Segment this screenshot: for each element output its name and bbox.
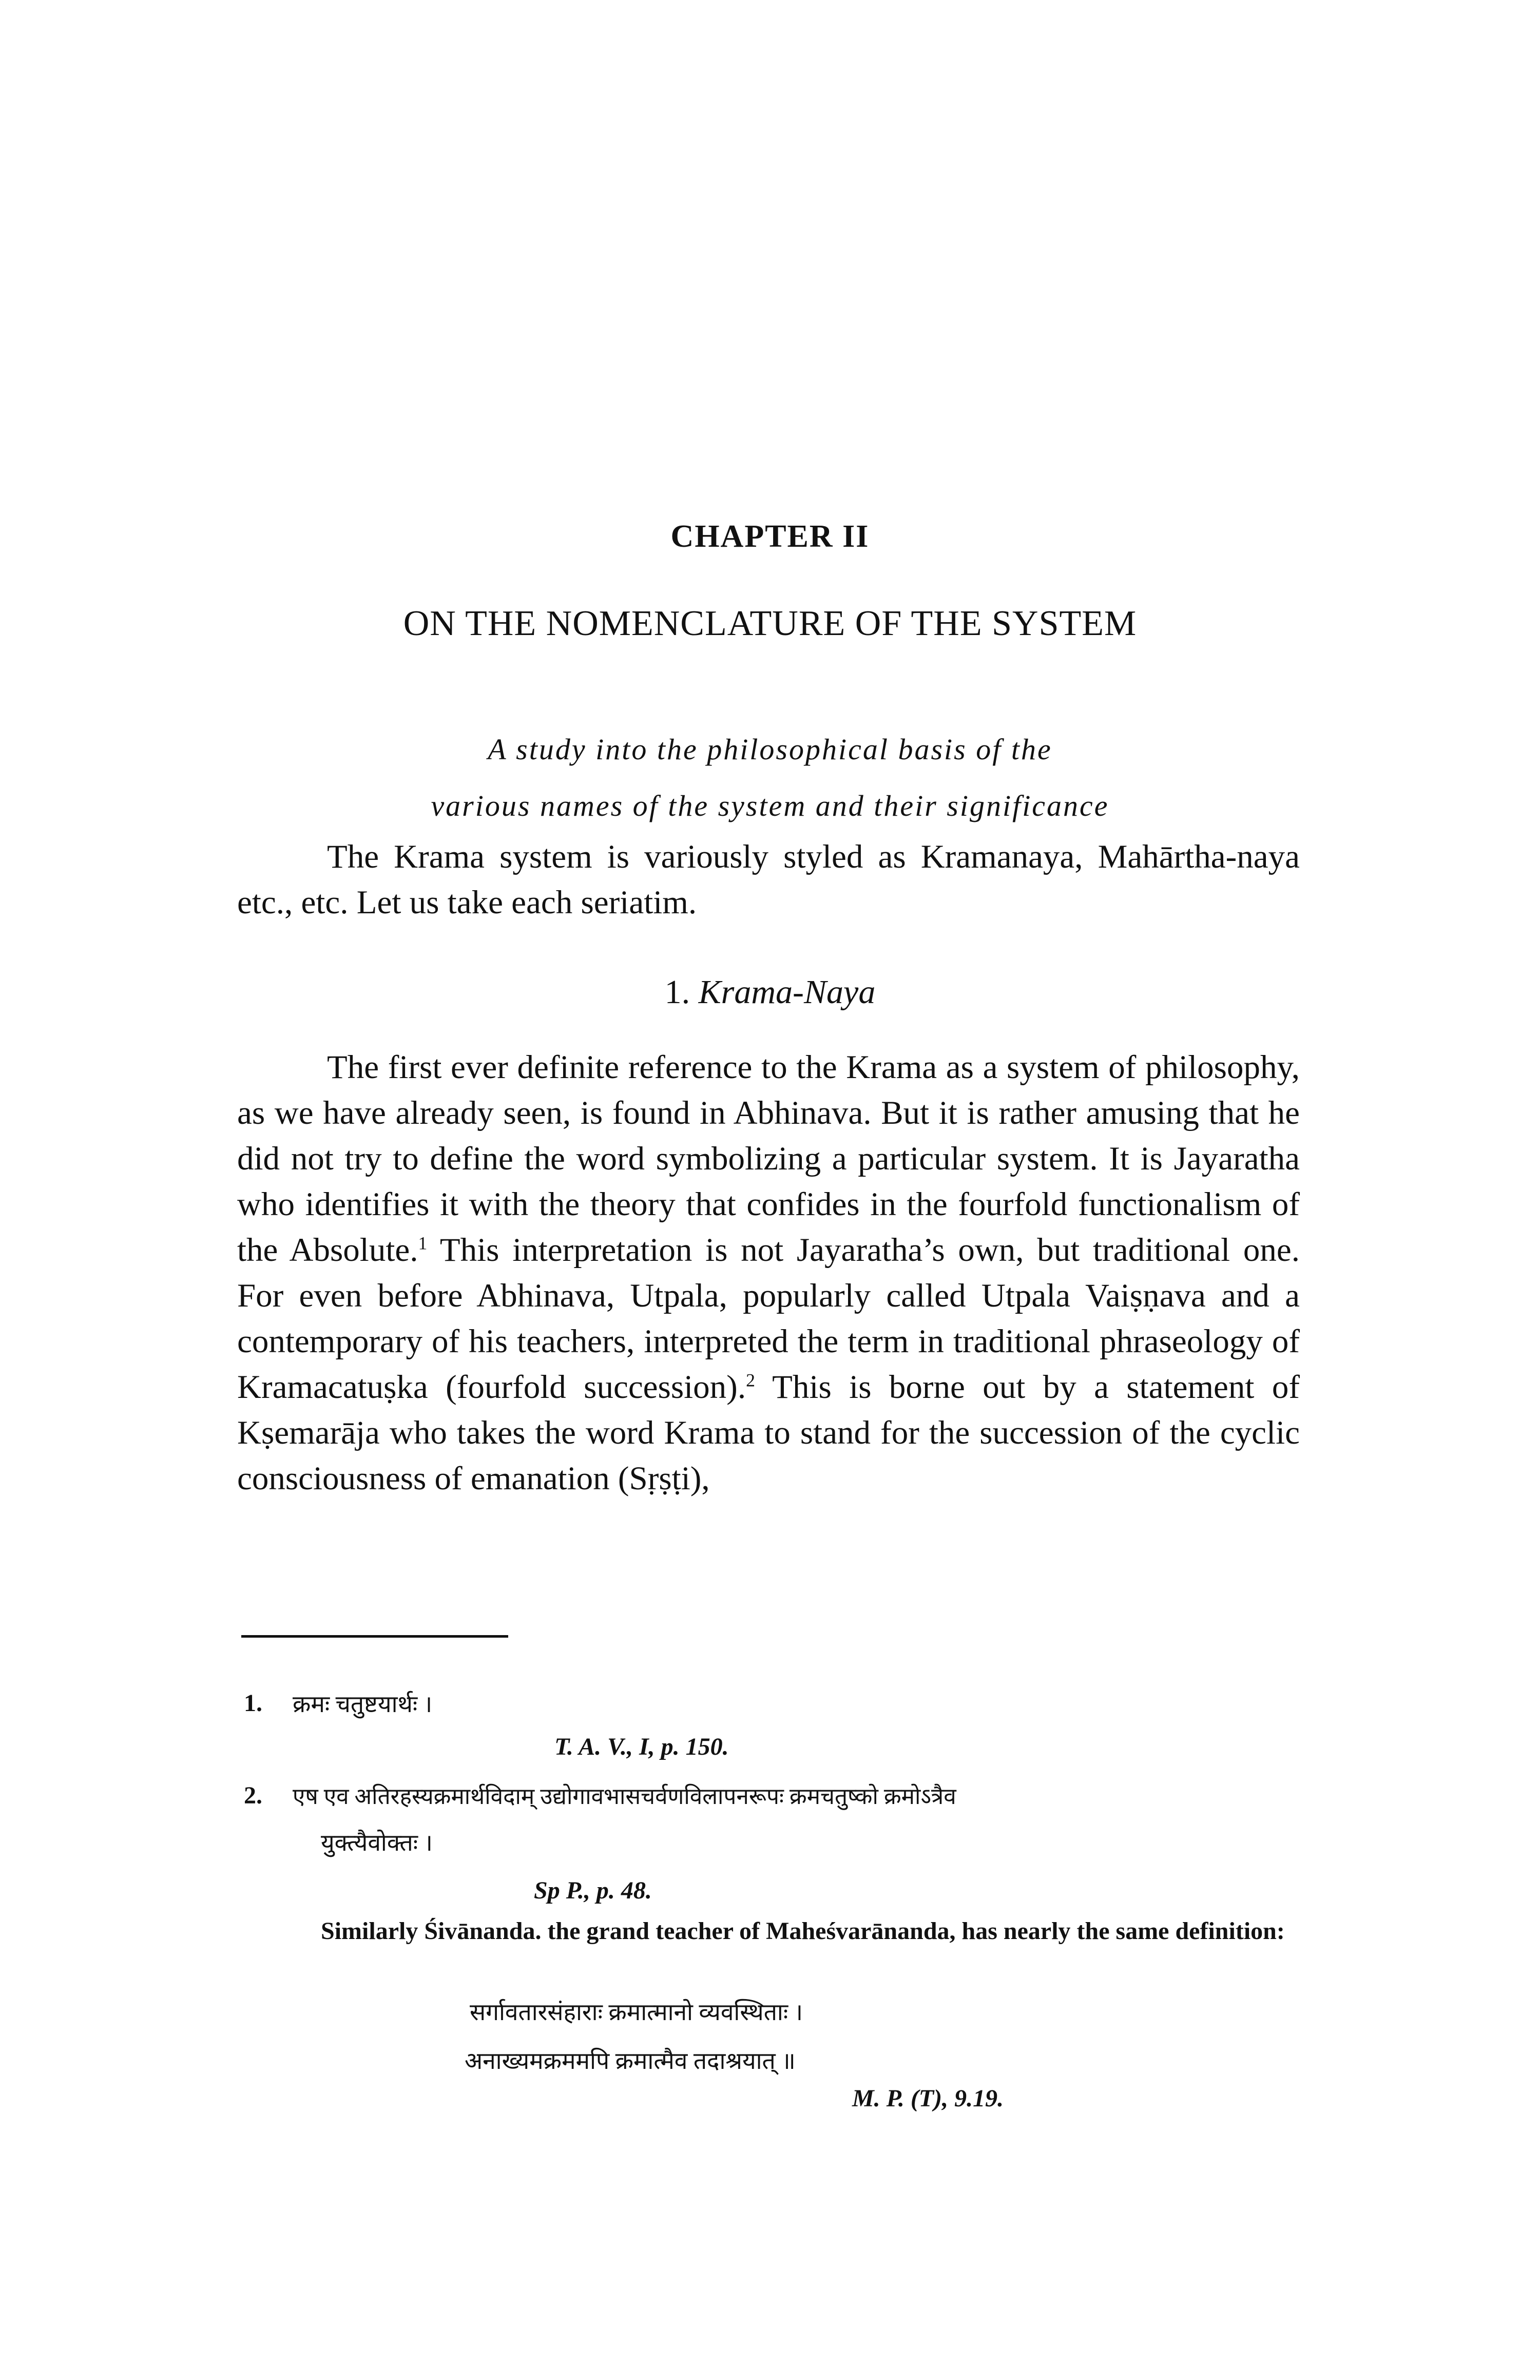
footnote-ref-2: 2	[746, 1370, 755, 1391]
footnote-2-sanskrit-line-1: एष एव अतिरहस्यक्रमार्थविदाम् उद्योगावभासचर्वणविलापनरूपः क्रमचतुष्को क्रमोऽत्रैव	[293, 1784, 956, 1809]
body-paragraph	[237, 1045, 1300, 1502]
footnote-2-verse-line-1: सर्गावतारसंहाराः क्रमात्मानो व्यवस्थिताः ।	[470, 1999, 803, 2025]
paragraph-part-2: This interpretation is not Jayaratha’s own, but traditional one. For even before Abhinava, Utpala, popularly called Utpala Vaiṣṇava and a contemporary of his teachers, interpreted the term in traditional phraseology of Kramacatuṣka (fourfold succession).	[237, 1232, 1300, 1406]
footnote-2-verse-citation: M. P. (T), 9.19.	[852, 2085, 1004, 2112]
subtitle-line-1: A study into the philosophical basis of the	[488, 733, 1052, 766]
footnote-2-note: Similarly Śivānanda. the grand teacher of Maheśvarānanda, has nearly the same definition:	[321, 1917, 1285, 1945]
footnote-1-number: 1.	[244, 1690, 262, 1717]
footnote-2-citation: Sp P., p. 48.	[534, 1877, 652, 1904]
section-number: 1.	[664, 973, 690, 1011]
paragraph-part-1: The first ever definite reference to the Krama as a system of philosophy, as we have already seen, is found in Abhinava. But it is rather amusing that he did not try to define the word symbolizing a particular system. It is Jayaratha who identifies it with the theory that confides in the fourfold functionalism of the Absolute.	[237, 1049, 1300, 1269]
footnote-2-verse-line-2: अनाख्यमक्रममपि क्रमात्मैव तदाश्रयात् ॥	[465, 2048, 796, 2074]
section-title: Krama-Naya	[698, 973, 876, 1011]
section-heading	[0, 973, 1540, 1012]
chapter-label: CHAPTER II	[670, 519, 870, 554]
footnote-1-citation: T. A. V., I, p. 150.	[554, 1733, 729, 1760]
footnote-1-sanskrit: क्रमः चतुष्टयार्थः ।	[293, 1691, 433, 1717]
chapter-title: ON THE NOMENCLATURE OF THE SYSTEM	[403, 604, 1137, 643]
footnote-2-number: 2.	[244, 1782, 262, 1809]
subtitle-line-2: various names of the system and their significance	[431, 789, 1109, 822]
footnote-separator	[241, 1635, 508, 1638]
footnote-ref-1: 1	[418, 1233, 428, 1254]
intro-paragraph: The Krama system is variously styled as Kramanaya, Mahārtha-naya etc., etc. Let us take each seriatim.	[237, 838, 1300, 921]
paragraph-part-3: This is borne out by a statement of Kṣemarāja who takes the word Krama to stand for the succession of the cyclic consciousness of emanation (Sṛṣṭi),	[237, 1369, 1300, 1497]
chapter-subtitle	[0, 721, 1540, 834]
footnote-2-sanskrit-line-2: युक्त्यैवोक्तः ।	[321, 1830, 433, 1856]
